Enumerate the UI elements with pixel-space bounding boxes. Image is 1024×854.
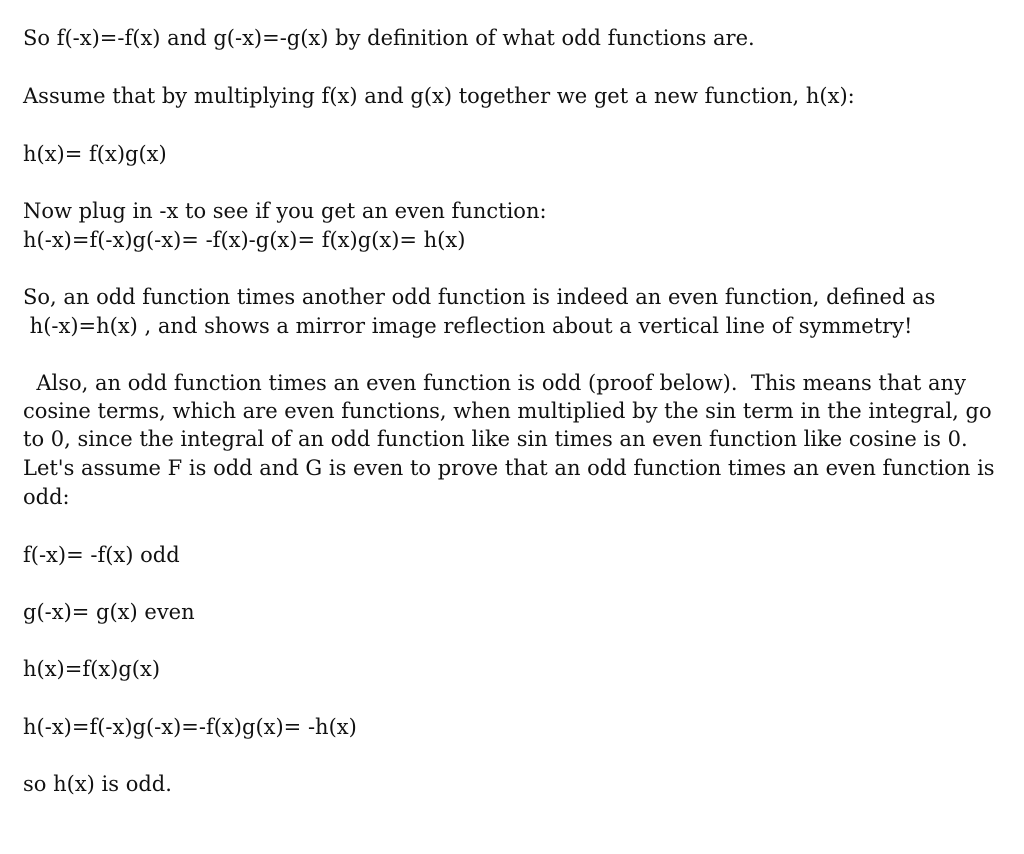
text-line-odd-colon: odd: [23,485,70,509]
text-line-g-even: g(-x)= g(x) even [23,600,195,624]
text-line-integral-zero: to 0, since the integral of an odd function like sin times an even function like cosine is 0. [23,427,968,451]
text-line-h-definition: h(x)= f(x)g(x) [23,142,167,166]
text-line-cosine-terms: cosine terms, which are even functions, when multiplied by the sin term in the integral, go [23,399,992,423]
text-line-final-conclusion: so h(x) is odd. [23,772,172,796]
text-line-odd-definition: So f(-x)=-f(x) and g(-x)=-g(x) by definition of what odd functions are. [23,26,755,50]
text-line-assume-f-g: Let's assume F is odd and G is even to prove that an odd function times an even function is [23,456,995,480]
text-line-h-neg-x-odd: h(-x)=f(-x)g(-x)=-f(x)g(x)= -h(x) [23,715,357,739]
text-line-also-odd-even: Also, an odd function times an even function is odd (proof below). This means that any [23,371,966,395]
text-line-conclusion-even: So, an odd function times another odd function is indeed an even function, defined as [23,285,936,309]
text-line-f-odd: f(-x)= -f(x) odd [23,543,180,567]
text-line-h-neg-x-even: h(-x)=f(-x)g(-x)= -f(x)-g(x)= f(x)g(x)= h(x) [23,228,466,252]
text-line-assume-product: Assume that by multiplying f(x) and g(x) together we get a new function, h(x): [23,84,855,108]
text-line-h-product: h(x)=f(x)g(x) [23,657,161,681]
text-line-symmetry: h(-x)=h(x) , and shows a mirror image reflection about a vertical line of symmetry! [23,314,913,338]
text-line-plug-in: Now plug in -x to see if you get an even function: [23,199,547,223]
